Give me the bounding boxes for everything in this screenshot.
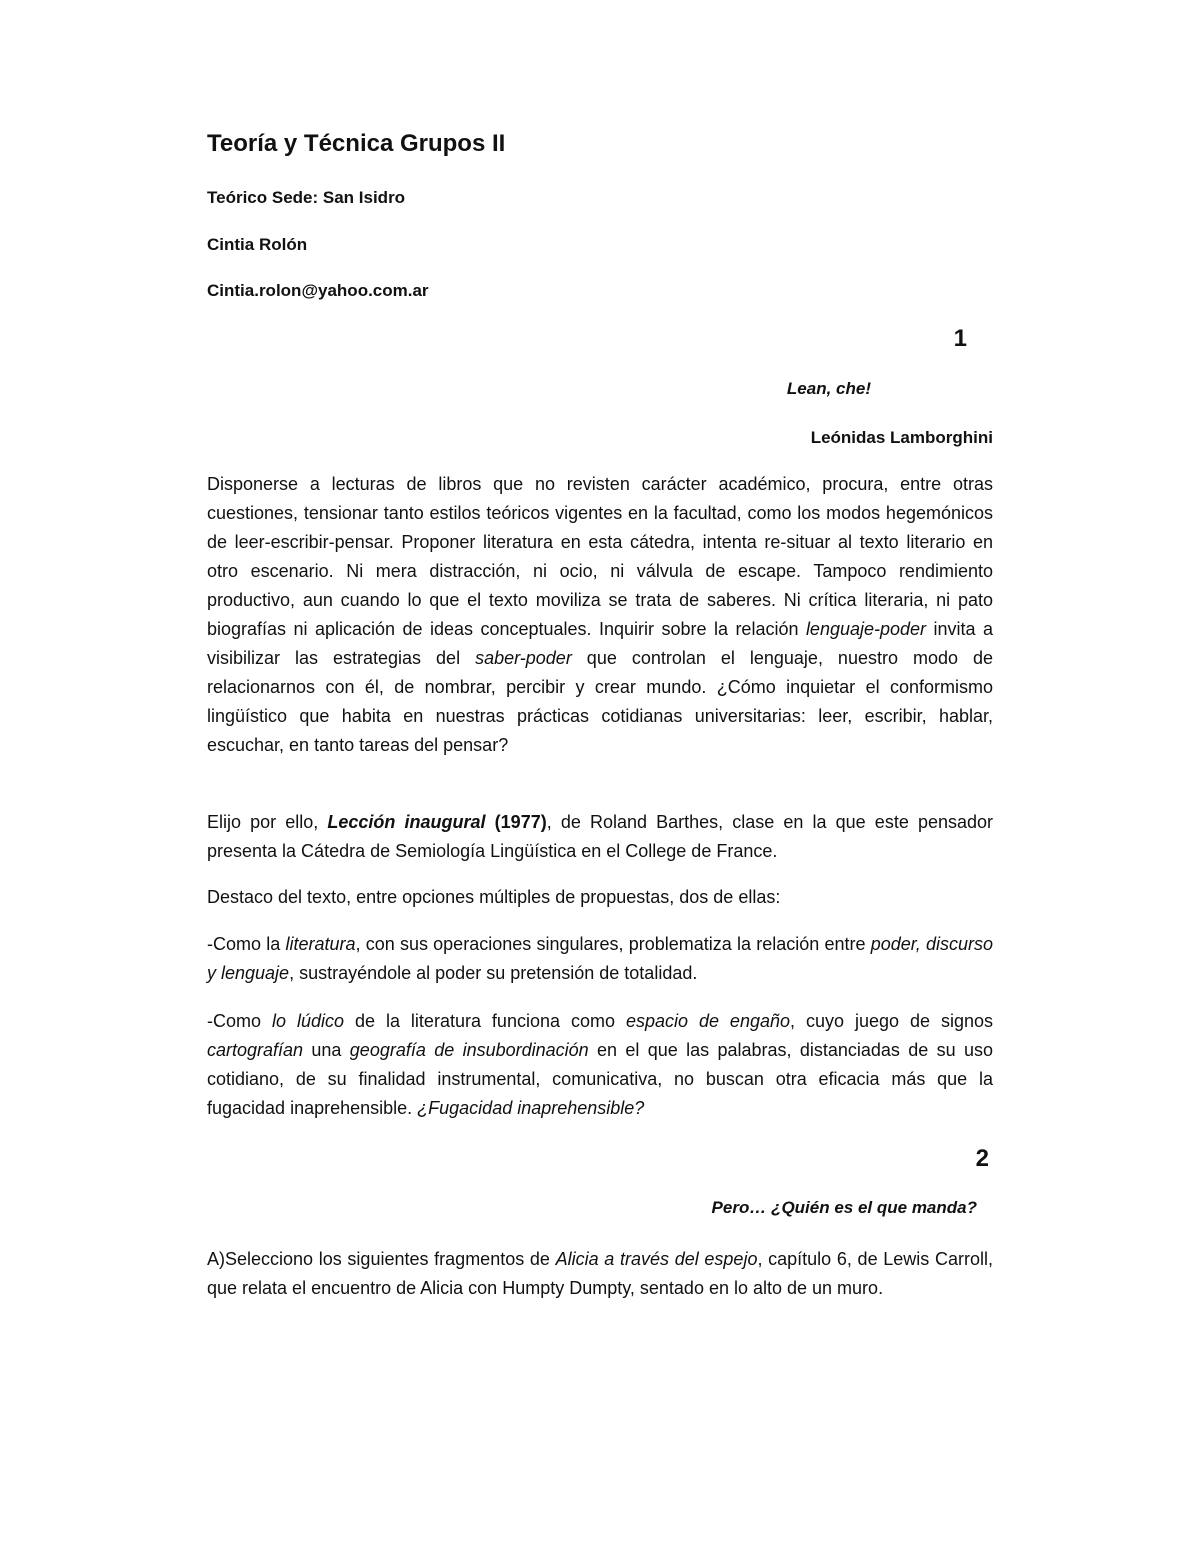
paragraph-6: A)Selecciono los siguientes fragmentos de Alicia a través del espejo, capítulo 6, de Lewis Carroll, que relata el encuentro de Alicia con Humpty Dumpty, sentado en lo alto de un muro. [207, 1249, 993, 1298]
document-title: Teoría y Técnica Grupos II [207, 130, 506, 157]
paragraph-5: -Como lo lúdico de la literatura funciona como espacio de engaño, cuyo juego de signos cartografían una geografía de insubordinación en el que las palabras, distanciadas de su uso cotidiano, de su finalidad instrumental, comunicativa, no buscan otra eficacia más que la fugacidad inaprehensible. ¿Fugacidad inaprehensible? [207, 1011, 994, 1118]
section-number-2: 2 [975, 1145, 989, 1172]
section-number-1: 1 [953, 325, 967, 352]
epigraph-author: Leónidas Lamborghini [810, 428, 993, 447]
section-2-heading: Pero… ¿Quién es el que manda? [711, 1198, 977, 1217]
author-email: Cintia.rolon@yahoo.com.ar [207, 281, 429, 300]
sede-line: Teórico Sede: San Isidro [207, 188, 406, 207]
paragraph-4: -Como la literatura, con sus operaciones singulares, problematiza la relación entre poder, discurso y lenguaje, sustrayéndole al poder su pretensión de totalidad. [207, 934, 993, 983]
epigraph-quote: Lean, che! [786, 379, 871, 398]
paragraph-2: Elijo por ello, Lección inaugural (1977), de Roland Barthes, clase en la que este pensador presenta la Cátedra de Semiología Lingüística en el College de France. [207, 812, 994, 861]
paragraph-1: Disponerse a lecturas de libros que no revisten carácter académico, procura, entre otras cuestiones, tensionar tanto estilos teóricos vigentes en la facultad, como los modos hegemónicos de leer-escribir-pensar. Proponer literatura en esta cátedra, intenta re-situar al texto literario en otro escenario. Ni mera distracción, ni ocio, ni válvula de escape. Tampoco rendimiento productivo, aun cuando lo que el texto moviliza se trata de saberes. Ni crítica literaria, ni pato biografías ni aplicación de ideas conceptuales. Inquirir sobre la relación lenguaje-poder invita a visibilizar las estrategias del saber-poder que controlan el lenguaje, nuestro modo de relacionarnos con él, de nombrar, percibir y crear mundo. ¿Cómo inquietar el conformismo lingüístico que habita en nuestras prácticas cotidianas universitarias: leer, escribir, hablar, escuchar, en tanto tareas del pensar? [207, 474, 994, 755]
paragraph-3: Destaco del texto, entre opciones múltiples de propuestas, dos de ellas: [207, 887, 781, 907]
author-name: Cintia Rolón [207, 235, 308, 254]
